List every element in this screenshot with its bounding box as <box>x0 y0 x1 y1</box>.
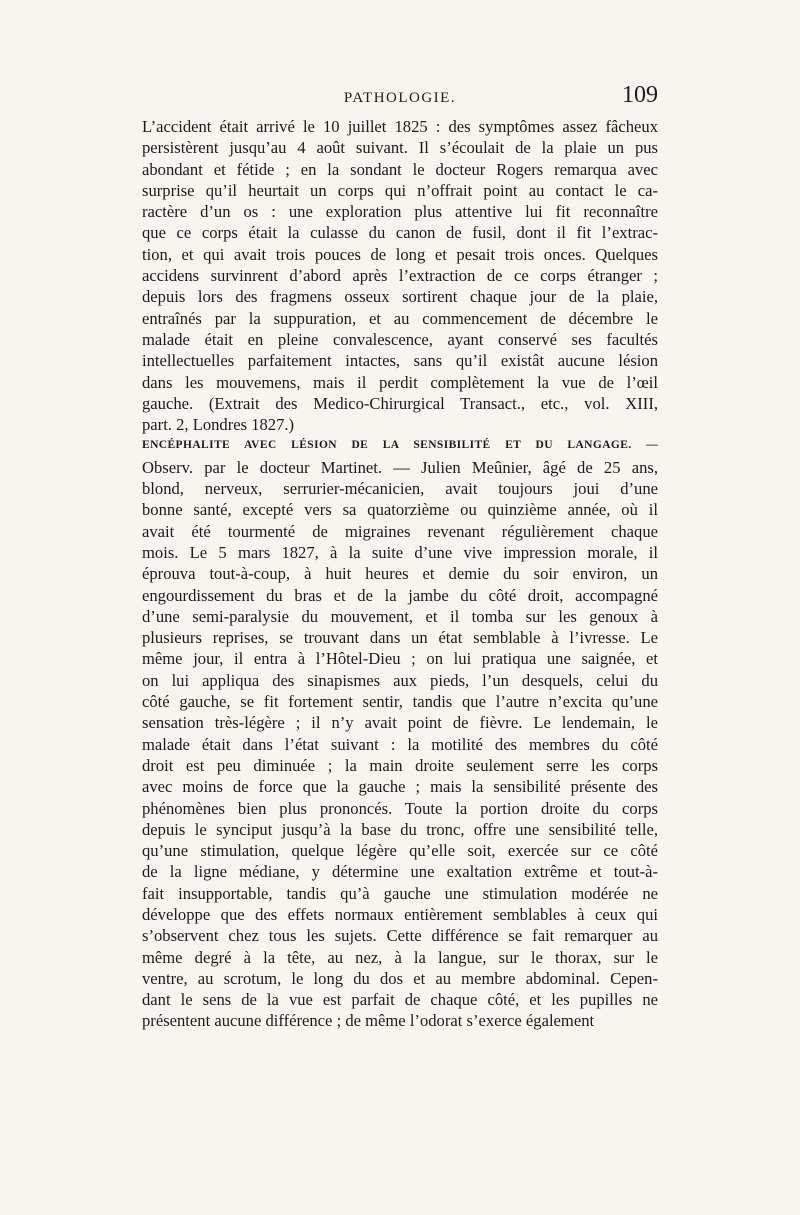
text-line: ventre, au scrotum, le long du dos et au membre abdominal. Cepen- <box>142 968 658 988</box>
text-line: plusieurs reprises, se trouvant dans un état semblable à l’ivresse. Le <box>142 628 658 648</box>
section-heading-line: ENCÉPHALITE AVEC LÉSION DE LA SENSIBILITÉ ET DU LANGAGE. — <box>142 439 658 452</box>
text-line: avec moins de force que la gauche ; mais la sensibilité présente des <box>142 777 658 797</box>
text-line: dant le sens de la vue est parfait de chaque côté, et les pupilles ne <box>142 990 658 1010</box>
text-line: de la ligne médiane, y détermine une exaltation extrême et tout-à- <box>142 862 658 882</box>
text-line: dans les mouvemens, mais il perdit complètement la vue de l’œil <box>142 372 658 392</box>
text-line: gauche. (Extrait des Medico-Chirurgical Transact., etc., vol. XIII, <box>142 393 658 413</box>
text-line: abondant et fétide ; en la sondant le docteur Rogers remarqua avec <box>142 159 658 179</box>
body-text <box>142 116 658 1032</box>
text-line: accidens survinrent d’abord après l’extraction de ce corps étranger ; <box>142 266 658 286</box>
text-line: tion, et qui avait trois pouces de long et pesait trois onces. Quelques <box>142 244 658 264</box>
text-line: d’une semi-paralysie du mouvement, et il tomba sur les genoux à <box>142 606 658 626</box>
text-line: qu’une stimulation, quelque légère qu’elle soit, exercée sur ce côté <box>142 841 658 861</box>
text-line: côté gauche, se fit fortement sentir, tandis que l’autre n’excita qu’une <box>142 692 658 712</box>
text-line: que ce corps était la culasse du canon de fusil, dont il fit l’extrac- <box>142 223 658 243</box>
text-line: L’accident était arrivé le 10 juillet 1825 : des symptômes assez fâcheux <box>142 117 658 136</box>
running-title: PATHOLOGIE. <box>343 90 457 106</box>
text-line: entraînés par la suppuration, et au commencement de décembre le <box>142 308 658 328</box>
text-line: même jour, il entra à l’Hôtel-Dieu ; on lui pratiqua une saignée, et <box>142 649 658 669</box>
text-line: développe que des effets normaux entièrement semblables à ceux qui <box>142 904 658 924</box>
text-line: mois. Le 5 mars 1827, à la suite d’une vive impression morale, il <box>142 542 658 562</box>
text-line: intellectuelles parfaitement intactes, sans qu’il existât aucune lésion <box>142 351 658 371</box>
text-line: on lui appliqua des sinapismes aux pieds, l’un desquels, celui du <box>142 670 658 690</box>
text-line: persistèrent jusqu’au 4 août suivant. Il s’écoulait de la plaie un pus <box>142 138 658 158</box>
text-line: éprouva tout-à-coup, à huit heures et demie du soir environ, un <box>142 564 658 584</box>
text-line: depuis le synciput jusqu’à la base du tronc, offre une sensibilité telle, <box>142 819 658 839</box>
text-line: depuis lors des fragmens osseux sortirent chaque jour de la plaie, <box>142 287 658 307</box>
text-line: engourdissement du bras et de la jambe du côté droit, accompagné <box>142 585 658 605</box>
text-line: surprise qu’il heurtait un corps qui n’offrait point au contact le ca- <box>142 180 658 200</box>
text-line: présentent aucune différence ; de même l’odorat s’exerce également <box>142 1011 595 1031</box>
page-number: 109 <box>622 82 658 108</box>
text-line: malade était dans l’état suivant : la motilité des membres du côté <box>142 734 658 754</box>
text-line: droit est peu diminuée ; la main droite seulement serre les corps <box>142 755 658 775</box>
text-line: Observ. par le docteur Martinet. — Julien Meûnier, âgé de 25 ans, <box>142 457 658 477</box>
text-line: part. 2, Londres 1827.) <box>142 415 295 435</box>
text-line: s’observent chez tous les sujets. Cette différence se fait remarquer au <box>142 926 658 946</box>
text-line: phénomènes bien plus prononcés. Toute la portion droite du corps <box>142 798 658 818</box>
running-head <box>142 82 658 116</box>
text-line: blond, nerveux, serrurier-mécanicien, avait toujours joui d’une <box>142 479 658 499</box>
text-line: fait insupportable, tandis qu’à gauche une stimulation modérée ne <box>142 883 658 903</box>
text-line: même degré à la tête, au nez, à la langue, sur le thorax, sur le <box>142 947 658 967</box>
text-line: ractère d’un os : une exploration plus attentive lui fit reconnaître <box>142 202 658 222</box>
text-line: malade était en pleine convalescence, ayant conservé ses facultés <box>142 329 658 349</box>
text-line: sensation très-légère ; il n’y avait point de fièvre. Le lendemain, le <box>142 713 658 733</box>
text-line: bonne santé, excepté vers sa quatorzième ou quinzième année, où il <box>142 500 658 520</box>
text-line: avait été tourmenté de migraines revenant régulièrement chaque <box>142 521 658 541</box>
